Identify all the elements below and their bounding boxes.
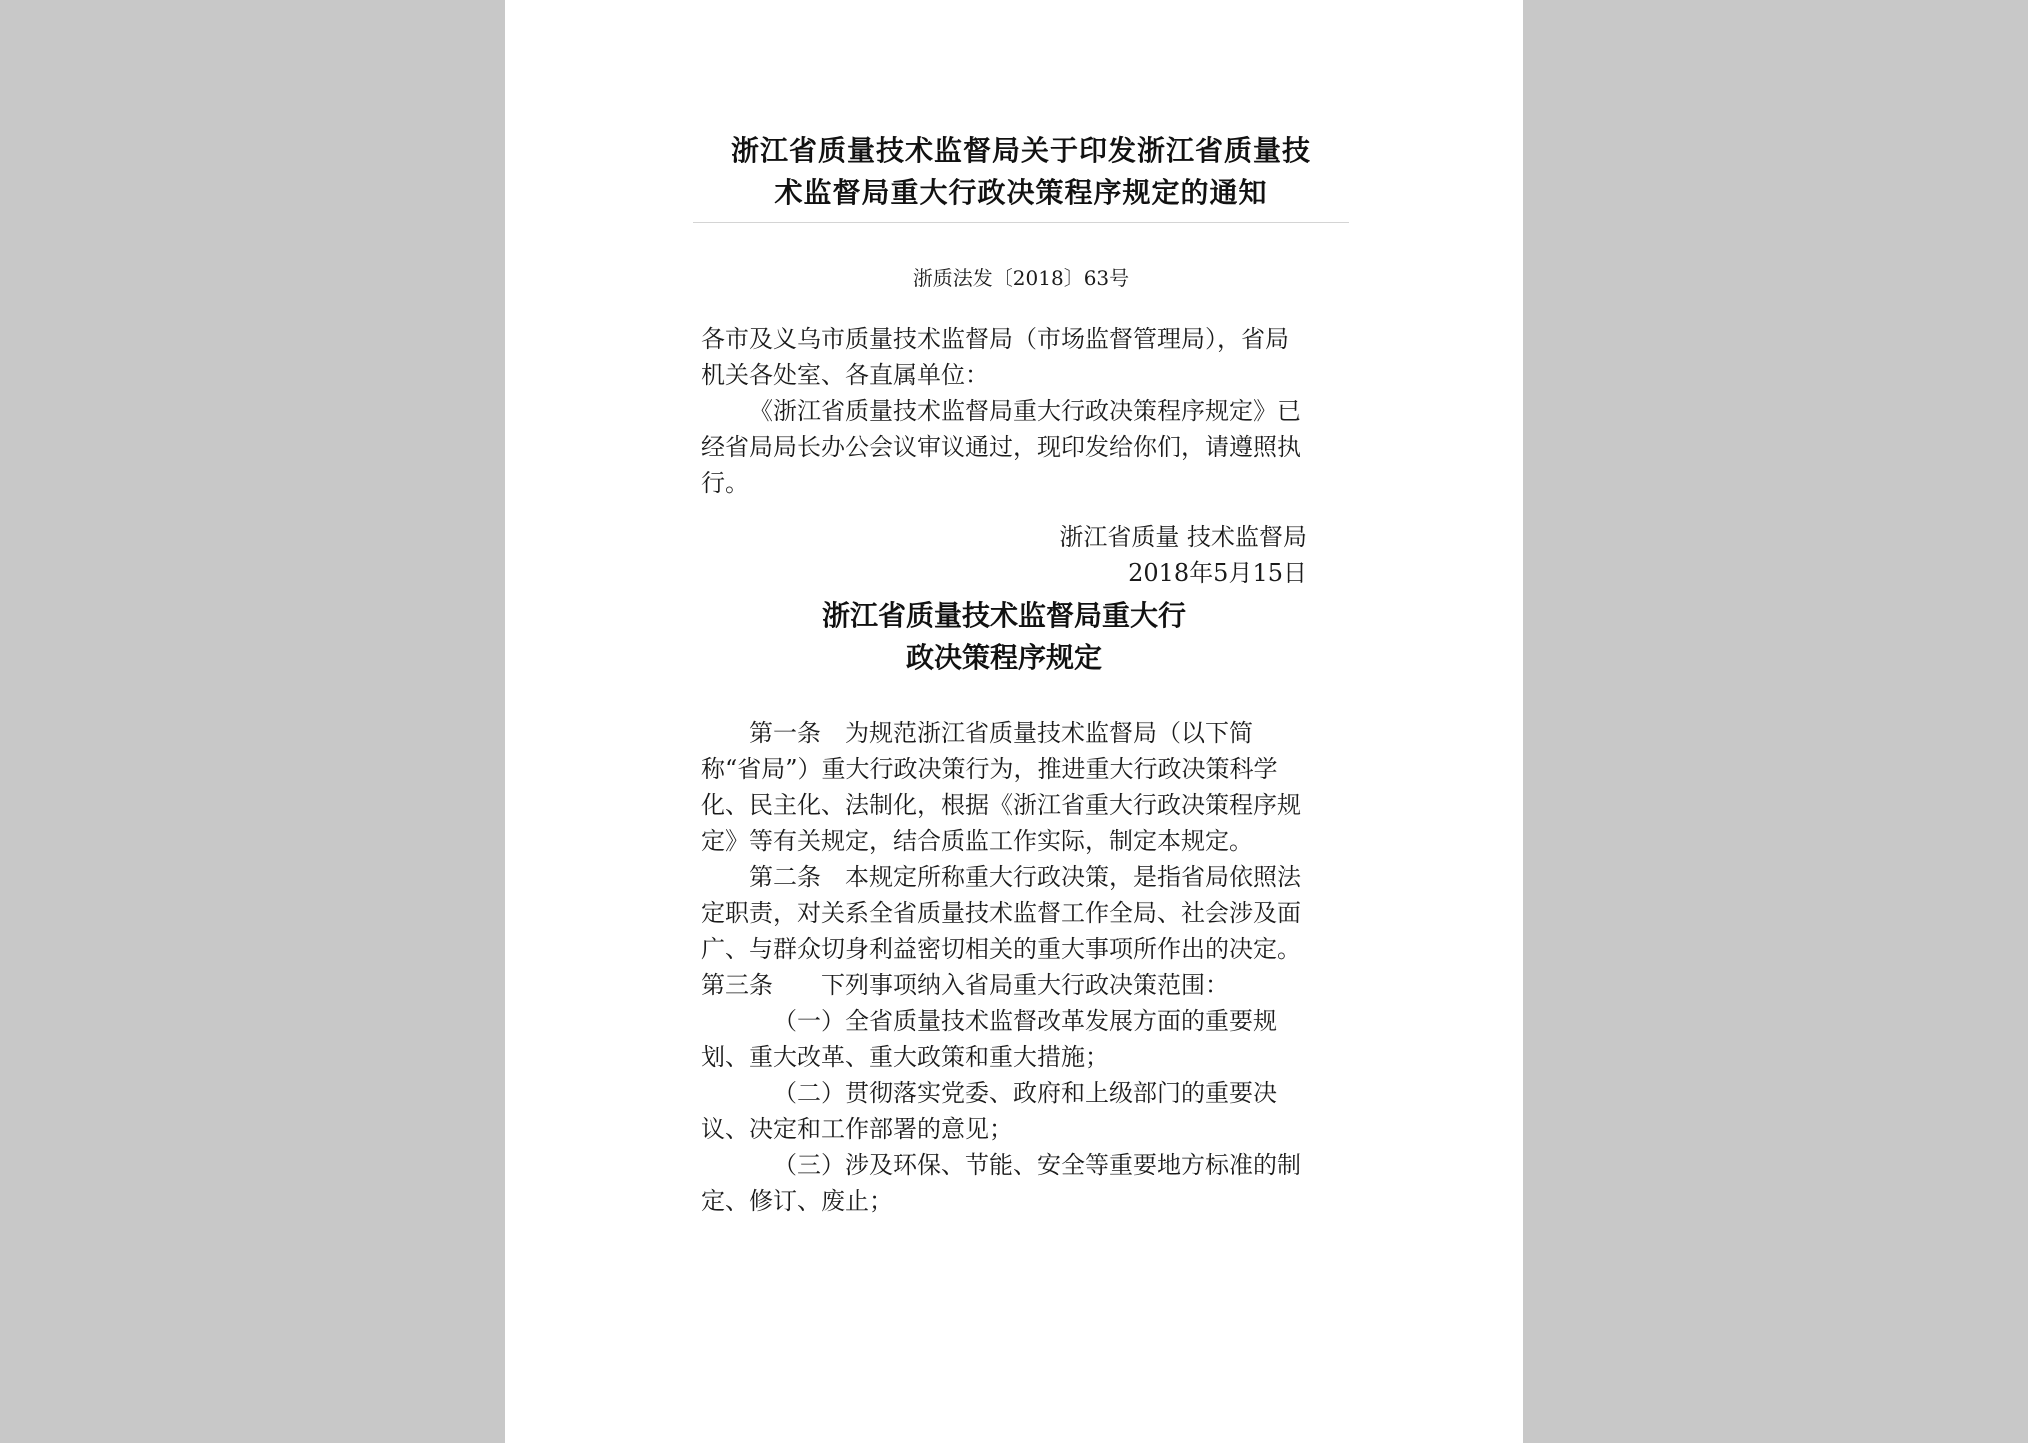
issuer-name: 浙江省质量 技术监督局 xyxy=(1059,523,1307,551)
article-3-item-3: （三）涉及环保、节能、安全等重要地方标准的制定、修订、废止； xyxy=(701,1151,1301,1215)
regulation-title xyxy=(701,595,1307,679)
article-2: 第二条 本规定所称重大行政决策，是指省局依照法定职责，对关系全省质量技术监督工作全局、社会涉及面广、与群众切身利益密切相关的重大事项所作出的决定。 xyxy=(701,863,1301,963)
regulation-title-line1: 浙江省质量技术监督局重大行 xyxy=(821,599,1186,632)
document-content xyxy=(701,130,1341,1219)
article-3-item-1: （一）全省质量技术监督改革发展方面的重要规划、重大改革、重大政策和重大措施； xyxy=(701,1007,1277,1071)
notice-body: 《浙江省质量技术监督局重大行政决策程序规定》已经省局局长办公会议审议通过，现印发给你们，请遵照执行。 xyxy=(701,397,1301,497)
title-divider xyxy=(693,222,1349,223)
article-3: 第三条 下列事项纳入省局重大行政决策范围： xyxy=(701,971,1229,999)
document-number: 浙质法发〔2018〕63号 xyxy=(912,266,1130,290)
notice-title-line1: 浙江省质量技术监督局关于印发浙江省质量技 xyxy=(730,134,1311,167)
article-1: 第一条 为规范浙江省质量技术监督局（以下简称“省局”）重大行政决策行为，推进重大行政决策科学化、民主化、法制化，根据《浙江省重大行政决策程序规定》等有关规定，结合质监工作实际，制定本规定。 xyxy=(701,719,1301,855)
notice-signature xyxy=(701,519,1307,591)
regulation-title-line2: 政决策程序规定 xyxy=(905,641,1102,674)
notice-recipients: 各市及义乌市质量技术监督局（市场监督管理局），省局机关各处室、各直属单位： xyxy=(701,325,1289,389)
notice-title xyxy=(701,130,1341,214)
article-3-item-2: （二）贯彻落实党委、政府和上级部门的重要决议、决定和工作部署的意见； xyxy=(701,1079,1277,1143)
document-page xyxy=(505,0,1523,1443)
issue-date: 2018年5月15日 xyxy=(1128,559,1307,587)
notice-title-line2: 术监督局重大行政决策程序规定的通知 xyxy=(774,176,1268,209)
